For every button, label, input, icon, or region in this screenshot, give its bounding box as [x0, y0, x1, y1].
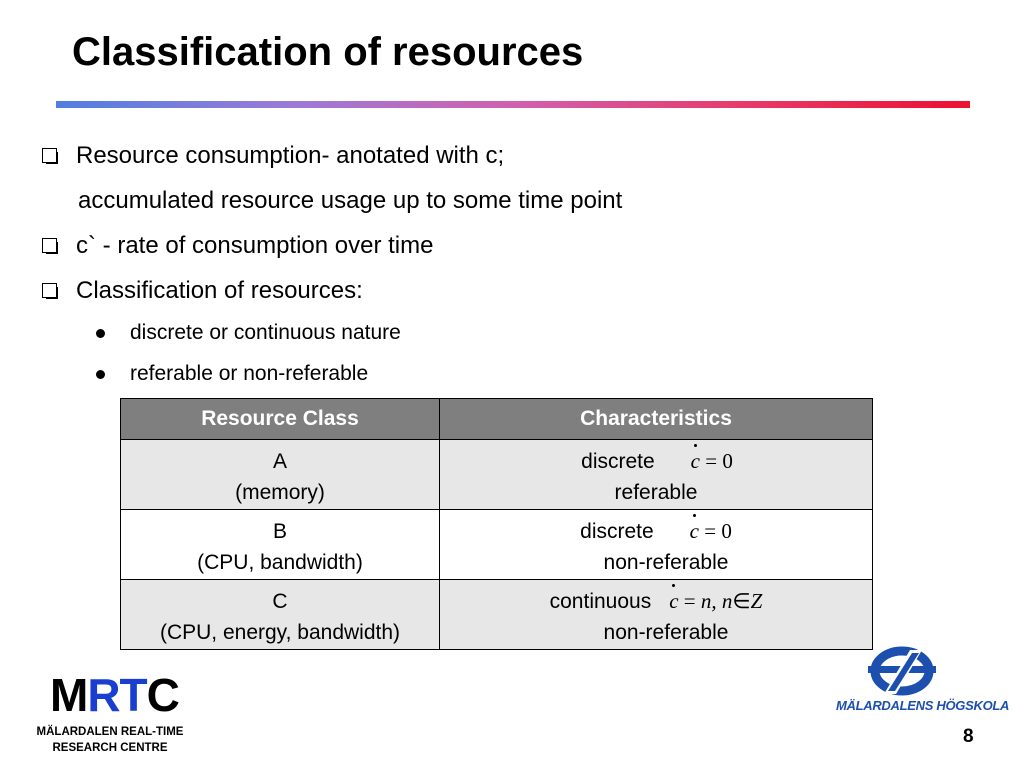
- mrtc-logo: MRTC: [50, 669, 179, 721]
- class-name: B: [272, 520, 287, 543]
- nature-text: continuous: [549, 590, 652, 613]
- consumption-rate-formula: c = 0: [691, 446, 733, 477]
- class-examples: (CPU, bandwidth): [197, 551, 363, 574]
- class-cell: [121, 440, 440, 510]
- table-row: [121, 580, 873, 650]
- checkbox-bullet-icon: [42, 283, 57, 298]
- resource-class-table: [120, 398, 873, 650]
- referability-text: non-referable: [603, 621, 729, 644]
- consumption-rate-formula: c = n, n∈Z: [669, 586, 762, 617]
- class-examples: (CPU, energy, bandwidth): [159, 621, 401, 644]
- characteristics-cell: [440, 440, 873, 510]
- slide-title: Classification of resources: [72, 30, 584, 74]
- sub-bullet-nature: discrete or continuous nature: [130, 321, 401, 344]
- bullet-accumulated-usage: accumulated resource usage up to some time point: [78, 187, 623, 214]
- nature-text: discrete: [580, 520, 654, 543]
- consumption-rate-formula: c = 0: [690, 516, 732, 547]
- referability-text: referable: [614, 481, 698, 504]
- bullet-rate-of-consumption: c` - rate of consumption over time: [76, 232, 434, 259]
- characteristics-cell: [440, 580, 873, 650]
- nature-text: discrete: [581, 450, 655, 473]
- table-row: [121, 440, 873, 510]
- class-name: C: [272, 590, 288, 613]
- university-emblem-icon: [866, 644, 938, 696]
- class-cell: [121, 580, 440, 650]
- table-row: [121, 510, 873, 580]
- dot-bullet-icon: [96, 370, 105, 379]
- bullet-classification: Classification of resources:: [76, 277, 363, 304]
- referability-text: non-referable: [603, 551, 729, 574]
- class-examples: (memory): [235, 481, 325, 504]
- mrtc-subtitle: MÄLARDALEN REAL-TIME RESEARCH CENTRE: [36, 726, 184, 754]
- university-name: MÄLARDALENS HÖGSKOLA: [836, 698, 1010, 713]
- slide-number: 8: [963, 726, 974, 747]
- header-characteristics: Characteristics: [440, 399, 873, 440]
- dot-bullet-icon: [96, 329, 105, 338]
- sub-bullet-referability: referable or non-referable: [130, 362, 369, 385]
- class-name: A: [272, 450, 287, 473]
- header-resource-class: Resource Class: [121, 399, 440, 440]
- bullet-resource-consumption: Resource consumption- anotated with c;: [76, 142, 505, 169]
- checkbox-bullet-icon: [42, 238, 57, 253]
- title-gradient-rule: [56, 101, 970, 108]
- class-cell: [121, 510, 440, 580]
- checkbox-bullet-icon: [42, 148, 57, 163]
- characteristics-cell: [440, 510, 873, 580]
